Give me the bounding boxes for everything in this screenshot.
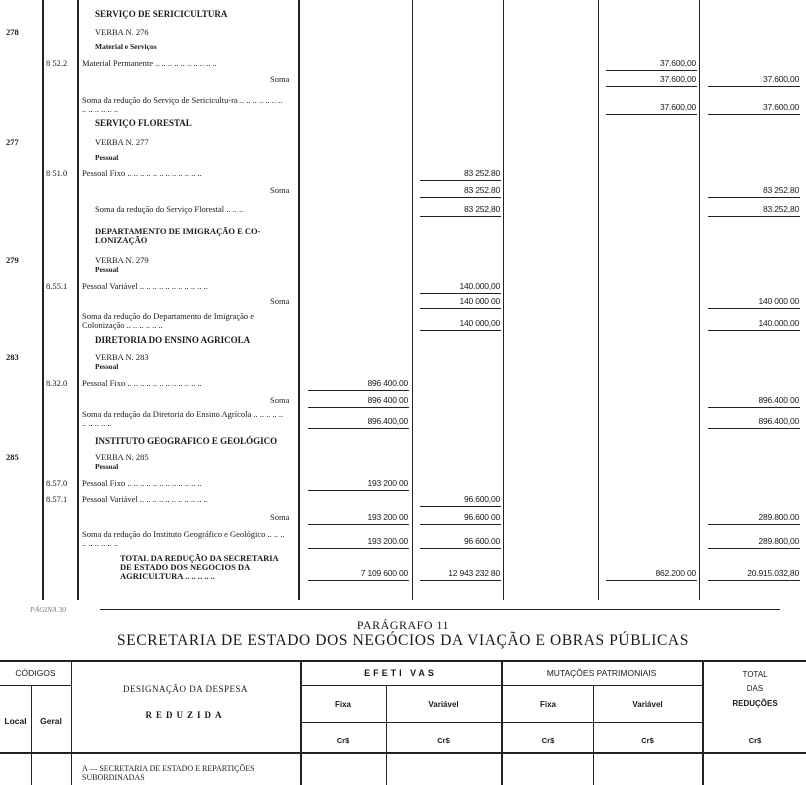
row-value-c4: 83 252,80 [463,204,500,214]
row-designation: SERVIÇO DE SERICICULTURA [95,9,228,19]
hdr-designacao-1: DESIGNAÇÃO DA DESPESA [122,684,248,694]
row-value-c4: 83 252.80 [463,185,500,195]
row-designation: Pessoal Variável .. .. .. .. .. .. .. .. .. .. .. [82,494,208,504]
row-local-code: 278 [6,27,19,37]
row-designation: Soma [270,74,290,84]
value-rule [308,428,409,429]
row-value-c7: 20.915.032,80 [747,568,799,578]
hdr-das: DAS [746,684,764,693]
row-value-c7: 83 252.80 [762,185,799,195]
rule-mut-var [699,0,700,600]
value-rule [420,580,501,581]
row-geral-code: 8 51.0 [46,168,68,178]
row-value-c4: 140 000,00 [459,318,500,328]
row-designation: Soma da redução da Diretoria do Ensino Agrícola .. .. .. .. .. .. .. .. .. .. [82,409,284,428]
row-value-c3: 7 109 600 00 [360,568,408,578]
value-rule [420,548,501,549]
row-value-c4: 83 252.80 [463,168,500,178]
value-rule [708,330,800,331]
value-rule [606,114,697,115]
value-rule [708,407,800,408]
value-rule [708,580,800,581]
row-designation: Soma [270,512,290,522]
row-designation: DIRETORIA DO ENSINO AGRICOLA [95,335,251,345]
hdr-vline-3 [300,660,302,785]
row-value-c3: 193 200 00 [367,478,408,488]
value-rule [708,86,800,87]
value-rule [308,548,409,549]
hdr-currency-5: Cr$ [748,736,762,745]
row-designation: Soma da redução do Serviço de Sericicultu-ra .. .. .. .. .. .. .. .. .. .. .. .. .. [82,95,283,114]
value-rule [420,197,501,198]
value-rule [308,490,409,491]
hdr-efetivas: EFETI VAS [364,668,437,678]
hdr-currency-3: Cr$ [541,736,555,745]
row-value-c4: 96.600,00 [463,494,500,504]
value-rule [708,428,800,429]
row-local-code: 279 [6,255,19,265]
hdr-variavel-1: Variável [428,700,459,709]
hdr-geral: Geral [40,716,62,726]
row-value-c7: 896.400,00 [758,416,799,426]
row-value-c4: 12 943 232 80 [448,568,500,578]
row-value-c7: 37.600,00 [762,102,799,112]
value-rule [708,308,800,309]
hdr-reducoes: REDUÇÕES [732,699,778,708]
paragraph-title: PARÁGRAFO 11 [356,618,450,632]
row-local-code: 285 [6,452,19,462]
row-designation: Soma [270,395,290,405]
row-geral-code: 8.32.0 [46,378,68,388]
row-designation: VERBA N. 277 [95,137,149,147]
row-value-c3: 896 400 00 [367,395,408,405]
row-value-c4: 140 000 00 [459,296,500,306]
codigos-rule [0,685,71,686]
row-designation: Pessoal Fixo .. .. .. .. .. .. .. .. .. .. .. .. [82,378,202,388]
rule-mut-fixa [598,0,599,600]
hdr-currency-1: Cr$ [336,736,350,745]
row-value-c4: 96 600.00 [463,536,500,546]
value-rule [606,86,697,87]
hdr-variavel-2: Variável [632,700,663,709]
value-rule [420,216,501,217]
hdr-vline-2 [71,660,72,785]
row-designation: Soma da redução do Instituto Geográfico e Geológico .. .. .. .. .. .. .. .. .. [82,529,285,548]
row-value-c6: 37.600,00 [659,74,696,84]
row-local-code: 283 [6,352,19,362]
hdr-currency-4: Cr$ [641,736,654,745]
value-rule [420,293,501,294]
value-rule [420,524,501,525]
row-geral-code: 8 52.2 [46,58,68,68]
value-rule [308,580,409,581]
row-designation: SERVIÇO FLORESTAL [95,118,192,128]
value-rule [308,407,409,408]
value-rule [708,548,800,549]
row-designation: Soma [270,296,290,306]
value-rule [606,580,697,581]
row-designation: TOTAL DA REDUÇÃO DA SECRETARIA DE ESTADO DOS NEGOCIOS DA AGRICULTURA .. .. .. .. .. [120,553,279,581]
rule-fixa [412,0,413,600]
value-rule [308,524,409,525]
value-rule [420,330,501,331]
value-rule [308,390,409,391]
value-rule [420,506,501,507]
hdr-codigos: CÓDIGOS [15,668,56,678]
row-geral-code: 8.57.0 [46,478,68,488]
row-value-c4: 140.000,00 [459,281,500,291]
value-rule [708,197,800,198]
page-number: PÁGINA 30 [30,605,66,614]
rule-local [42,0,44,600]
value-rule [420,180,501,181]
header-top-rule [0,660,806,662]
row-designation: DEPARTAMENTO DE IMIGRAÇÃO E CO-LONIZAÇÃO [95,226,261,245]
row-designation: Pessoal Fixo .. .. .. .. .. .. .. .. .. .. .. .. [82,478,202,488]
row-designation: Soma da redução do Serviço Florestal .. .. .. [95,204,244,214]
bottom-row-text: A — SECRETARIA DE ESTADO E REPARTIÇÕES SUBORDINADAS [82,764,255,782]
row-designation: Pessoal Fixo .. .. .. .. .. .. .. .. .. .. .. .. [82,168,202,178]
row-value-c7: 37.600,00 [762,74,799,84]
row-designation: VERBA N. 276 [95,27,149,37]
row-designation: Material Permanente .. .. .. .. .. .. .. .. .. .. [82,58,217,68]
value-rule [708,114,800,115]
row-designation: VERBA N. 285 [95,452,149,462]
row-designation: Pessoal [95,362,119,371]
row-designation: VERBA N. 283 [95,352,149,362]
row-value-c7: 289.800.00 [758,512,799,522]
row-designation: Pessoal [95,462,119,471]
row-designation: Pessoal [95,265,119,274]
hdr-local: Local [4,716,27,726]
row-designation: VERBA N. 279 [95,255,149,265]
row-geral-code: 8.55.1 [46,281,68,291]
row-geral-code: 8.57.1 [46,494,68,504]
row-designation: INSTITUTO GEOGRAFICO E GEOLÓGICO [95,436,278,446]
row-designation: Pessoal Variável .. .. .. .. .. .. .. .. .. .. .. [82,281,208,291]
value-rule [606,70,697,71]
row-designation: Soma [270,185,290,195]
row-value-c6: 862.200 00 [655,568,696,578]
row-designation: Soma da redução do Departamento de Imigração e Colonização .. .. .. .. .. .. [82,311,255,330]
row-value-c3: 896.400,00 [367,416,408,426]
row-value-c7: 896.400 00 [758,395,799,405]
value-rule [420,308,501,309]
page-footer-rule [100,609,780,610]
row-value-c3: 193 200.00 [367,536,408,546]
row-value-c6: 37.600,00 [659,102,696,112]
row-value-c7: 140.000,00 [758,318,799,328]
row-value-c7: 289.800,00 [758,536,799,546]
hdr-total: TOTAL [742,670,768,679]
row-value-c6: 37.600,00 [659,58,696,68]
row-value-c3: 193 200 00 [367,512,408,522]
rule-geral [77,0,79,600]
row-designation: Material e Serviços [95,42,157,51]
hdr-mutacoes: MUTAÇÕES PATRIMONIAIS [546,668,657,678]
row-designation: Pessoal [95,153,119,162]
row-local-code: 277 [6,137,19,147]
row-value-c4: 96.600 00 [463,512,500,522]
value-rule [708,524,800,525]
header-bottom-rule [0,752,806,754]
hdr-designacao-2: REDUZIDA [145,710,226,720]
hdr-vline-1 [31,685,32,785]
row-value-c3: 896 400.00 [367,378,408,388]
rule-variavel [503,0,504,600]
hdr-vline-5 [501,660,503,785]
value-rule [708,216,800,217]
row-value-c7: 83.252,80 [762,204,799,214]
section-title: SECRETARIA DE ESTADO DOS NEGÓCIOS DA VIAÇÃO E OBRAS PÚBLICAS [117,632,689,649]
row-value-c7: 140 000 00 [758,296,799,306]
hdr-fixa-1: Fixa [334,700,351,709]
hdr-fixa-2: Fixa [539,700,556,709]
rule-designacao [298,0,300,600]
hdr-currency-2: Cr$ [437,736,450,745]
